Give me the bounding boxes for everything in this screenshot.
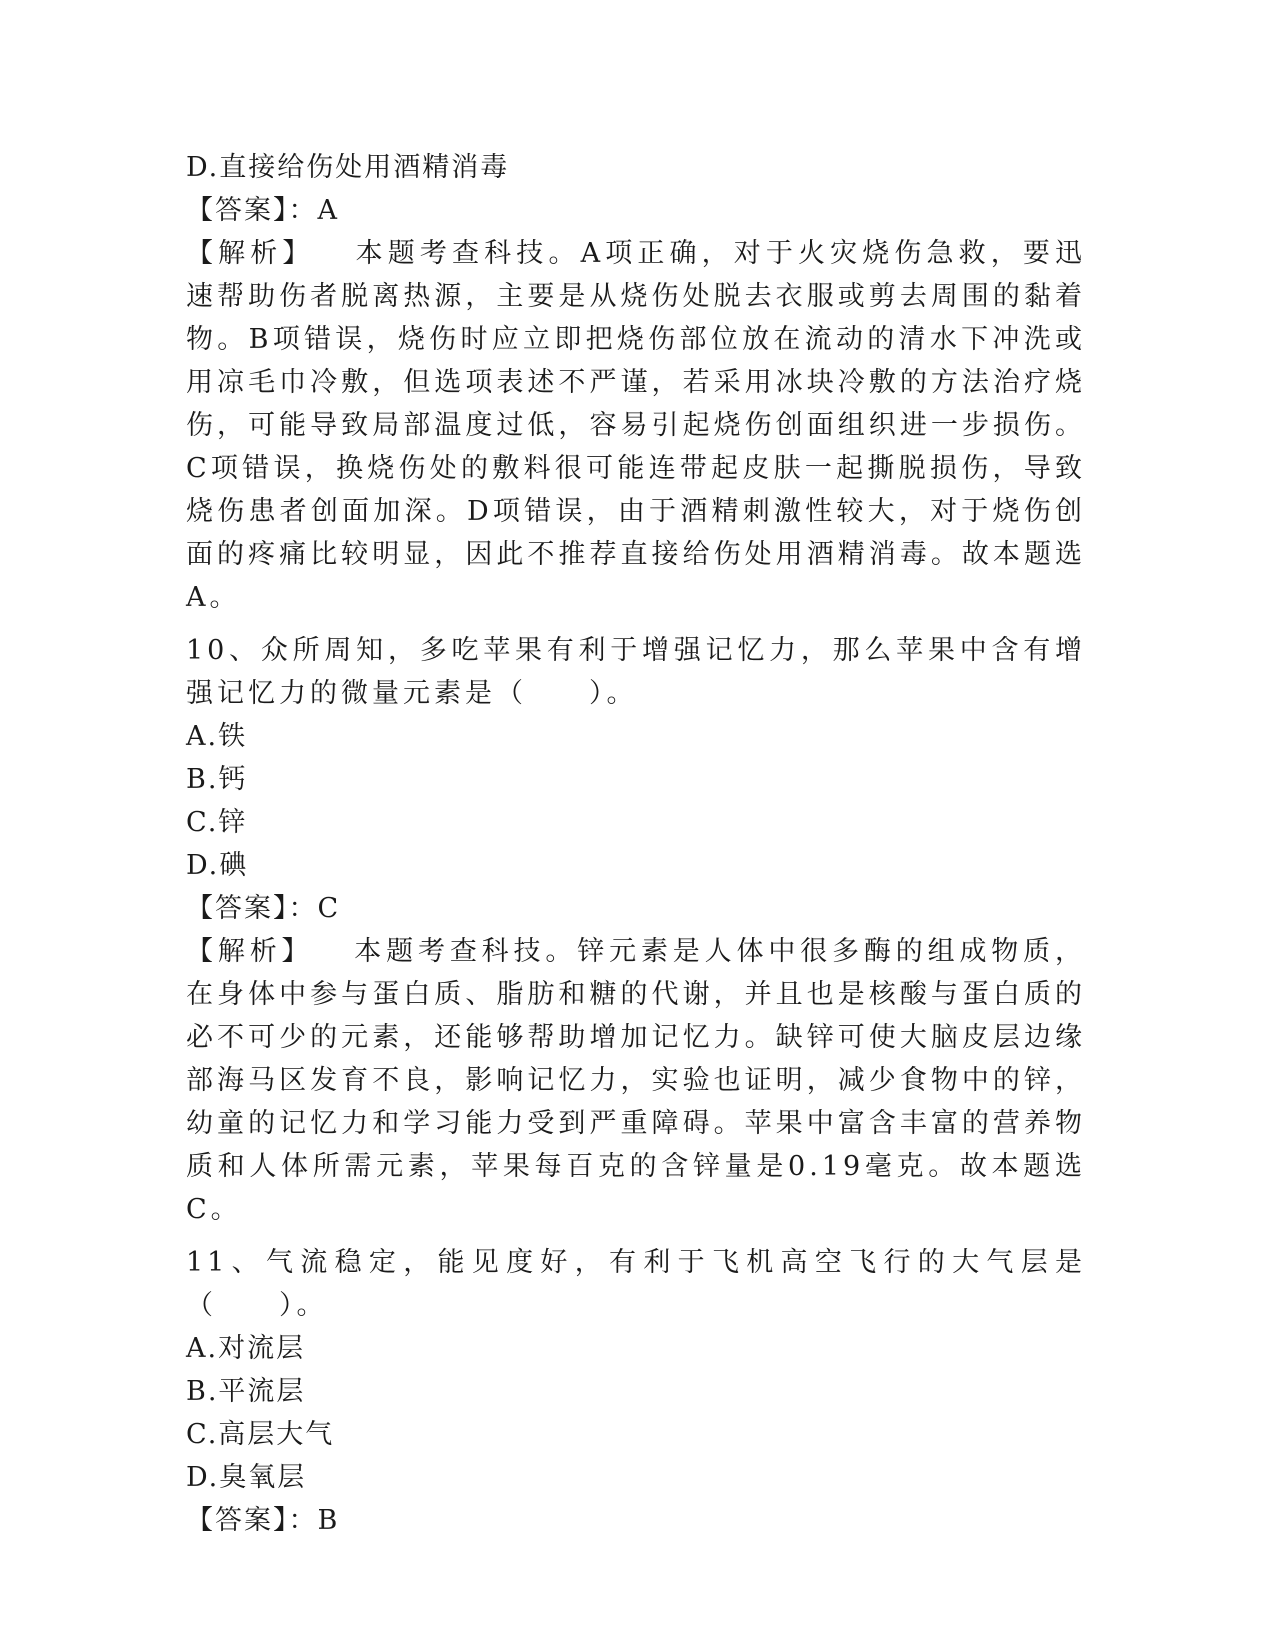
q11-option-d: D.臭氧层	[186, 1462, 307, 1493]
q10-option-a: A.铁	[186, 721, 248, 752]
q11-answer	[186, 1499, 1086, 1542]
q9-answer	[186, 189, 1086, 232]
q11-option-b: B.平流层	[186, 1376, 306, 1407]
q10-option-b: B.钙	[186, 764, 248, 795]
q9-option-d: D.直接给伤处用酒精消毒	[186, 152, 510, 183]
answer-label: 【答案】：	[186, 195, 318, 226]
analysis-label: 【解析】	[186, 936, 314, 967]
q11-option-c: C.高层大气	[186, 1419, 335, 1450]
q10-answer	[186, 887, 1086, 930]
analysis-label: 【解析】	[186, 238, 315, 269]
q11-option-a: A.对流层	[186, 1333, 306, 1364]
q9-analysis	[186, 232, 1086, 619]
answer-value: B	[317, 1505, 340, 1536]
answer-label: 【答案】：	[186, 1505, 318, 1536]
q10-option-c: C.锌	[186, 807, 248, 838]
answer-value: A	[317, 195, 339, 226]
analysis-text: 本题考查科技。A项正确，对于火灾烧伤急救，要迅速帮助伤者脱离热源，主要是从烧伤处脱去衣服或剪去周围的黏着物。B项错误，烧伤时应立即把烧伤部位放在流动的清水下冲洗或用凉毛巾冷敷，但选项表述不严谨，若采用冰块冷敷的方法治疗烧伤，可能导致局部温度过低，容易引起烧伤创面组织进一步损伤。C项错误，换烧伤处的敷料很可能连带起皮肤一起撕脱损伤，导致烧伤患者创面加深。D项错误，由于酒精刺激性较大，对于烧伤创面的疼痛比较明显，因此不推荐直接给伤处用酒精消毒。故本题选A。	[186, 238, 1087, 613]
q10-option-d: D.碘	[186, 850, 249, 881]
document-page	[186, 146, 1086, 1542]
q10-question: 10、众所周知，多吃苹果有利于增强记忆力，那么苹果中含有增强记忆力的微量元素是（ ）。	[186, 635, 1086, 709]
answer-label: 【答案】：	[186, 893, 318, 924]
q10-analysis	[186, 930, 1086, 1231]
q11-question: 11、气流稳定，能见度好，有利于飞机高空飞行的大气层是（ ）。	[186, 1247, 1086, 1321]
analysis-text: 本题考查科技。锌元素是人体中很多酶的组成物质，在身体中参与蛋白质、脂肪和糖的代谢，并且也是核酸与蛋白质的必不可少的元素，还能够帮助增加记忆力。缺锌可使大脑皮层边缘部海马区发育不良，影响记忆力，实验也证明，减少食物中的锌，幼童的记忆力和学习能力受到严重障碍。苹果中富含丰富的营养物质和人体所需元素，苹果每百克的含锌量是0.19毫克。故本题选C。	[186, 936, 1087, 1225]
answer-value: C	[317, 893, 341, 924]
